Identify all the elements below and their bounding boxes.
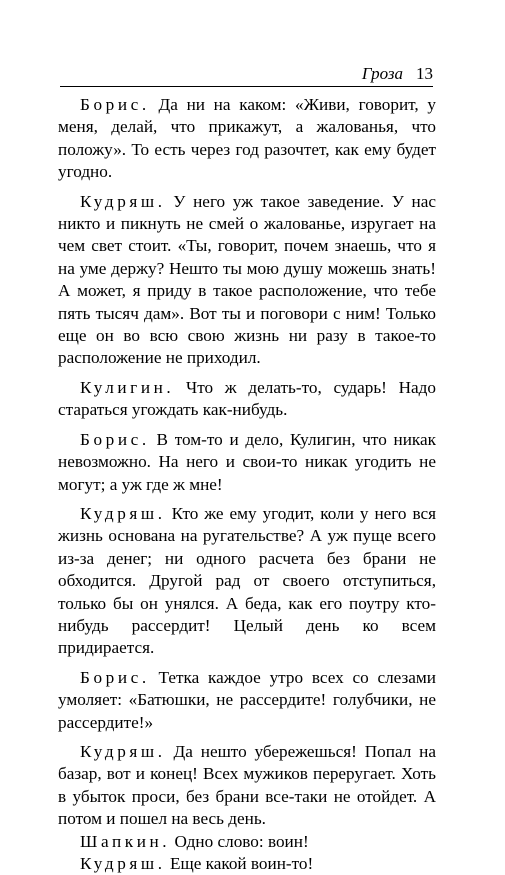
play-text	[58, 94, 436, 875]
dialogue-text: Да ни на каком: «Живи, говорит, у меня, делай, что прикажут, а жалованья, что положу». То есть через год разочтет, как ему будет угодно.	[58, 95, 436, 182]
dialogue-text: Кто же ему угодит, коли у него вся жизнь основана на ругательстве? А уж пуще всего из-за денег; ни одного расчета без брани не обходится. Другой рад от своего отступиться, только бы он унялся. А беда, как его поутру кто-нибудь рассердит! Целый день ко всем придирается.	[58, 503, 436, 658]
dialogue-paragraph	[58, 377, 436, 422]
dialogue-text: У него уж такое заведение. У нас никто и пикнуть не смей о жалованье, изругает на чем свет стоит. «Ты, говорит, почем знаешь, что я на уме держу? Нешто ты мою душу можешь знать! А может, я приду в такое расположение, что тебе пять тысяч дам». Вот ты и поговори с ним! Только еще он во всю свою жизнь ни разу в такое-то расположение не приходил.	[58, 191, 436, 368]
running-header	[60, 64, 433, 87]
speaker-name: Кудряш.	[80, 854, 166, 873]
dialogue-paragraph	[58, 429, 436, 496]
speaker-name: Борис.	[80, 429, 150, 449]
speaker-name: Борис.	[80, 667, 150, 687]
dialogue-text: В том-то и дело, Кулигин, что никак невозможно. На него и свои-то никак угодить не могут; а уж где ж мне!	[58, 429, 436, 494]
page-number: 13	[416, 64, 433, 83]
dialogue-paragraph	[58, 831, 436, 853]
dialogue-text: Одно слово: воин!	[170, 831, 309, 851]
dialogue-paragraph	[58, 503, 436, 660]
dialogue-paragraph	[58, 741, 436, 831]
dialogue-text: Что ж делать-то, сударь! Надо стараться угождать как-нибудь.	[58, 377, 436, 420]
speaker-name: Кулигин.	[80, 377, 175, 397]
dialogue-text: Еще какой воин-то!	[165, 854, 314, 873]
dialogue-text: Да нешто убережешься! Попал на базар, вот и конец! Всех мужиков переругает. Хоть в убыток проси, без брани все-таки не отойдет. А потом и пошел на весь день.	[58, 741, 436, 829]
speaker-name: Кудряш.	[80, 503, 166, 523]
dialogue-paragraph	[58, 191, 436, 370]
dialogue-paragraph	[58, 667, 436, 734]
speaker-name: Шапкин.	[80, 831, 171, 851]
running-title: Гроза	[361, 64, 403, 83]
dialogue-text: Тетка каждое утро всех со слезами умоляет: «Батюшки, не рассердите! голубчики, не рассердите!»	[58, 667, 436, 732]
speaker-name: Кудряш.	[80, 191, 166, 211]
speaker-name: Кудряш.	[80, 741, 166, 761]
dialogue-paragraph	[58, 94, 436, 184]
speaker-name: Борис.	[80, 95, 150, 114]
dialogue-paragraph	[58, 853, 436, 875]
